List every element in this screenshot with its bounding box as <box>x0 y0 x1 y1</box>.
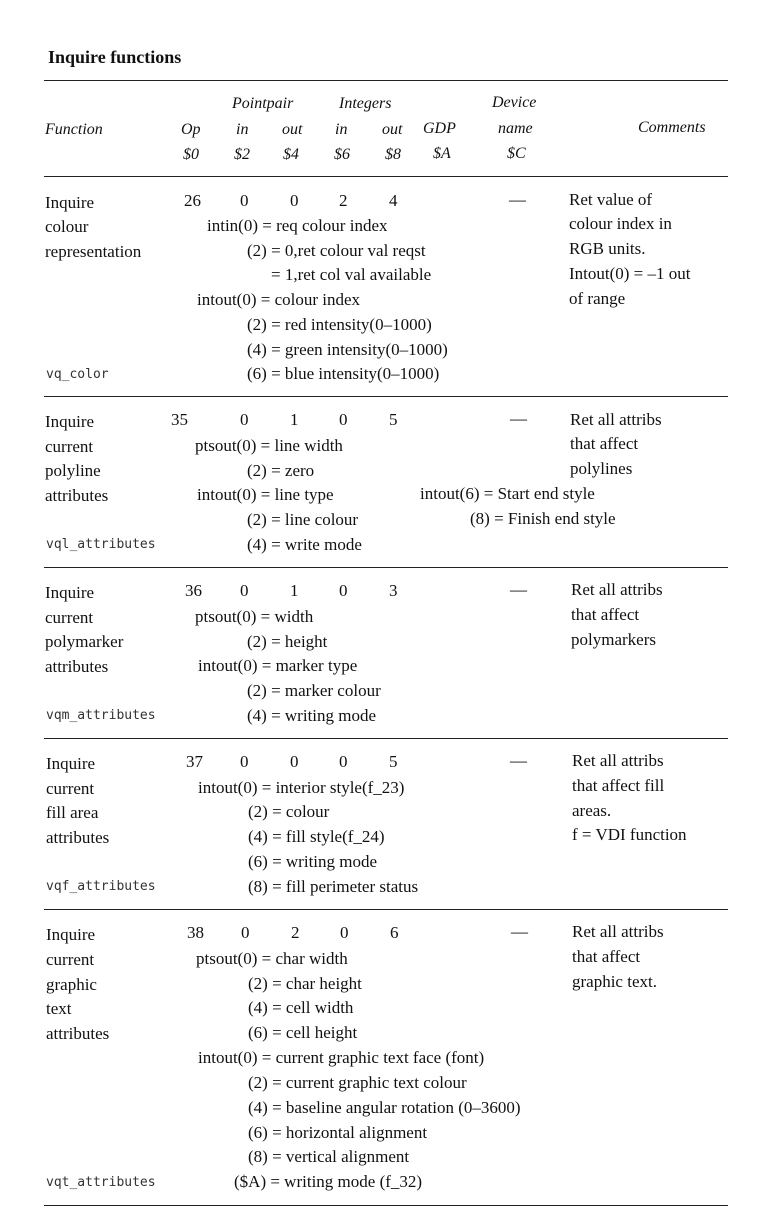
row-0-name-line-0: Inquire <box>45 193 95 212</box>
row-3-int-out: 5 <box>389 752 398 771</box>
row-1-op: 35 <box>171 410 188 429</box>
row-0-comment-line-0: Ret value of <box>569 190 653 209</box>
row-1-rule <box>44 567 728 568</box>
row-1-int-out: 5 <box>389 410 398 429</box>
row-2-name-line-3: attributes <box>45 657 109 676</box>
row-3-detail-1: (2) = colour <box>248 802 330 821</box>
row-0-comment-line-2: RGB units. <box>569 239 646 258</box>
row-1-name-line-1: current <box>45 437 94 456</box>
row-4-comment-line-2: graphic text. <box>572 972 657 991</box>
row-3-int-in: 0 <box>339 752 348 771</box>
row-2-name-line-1: current <box>45 608 94 627</box>
row-3-rule <box>44 909 728 910</box>
row-2-pp-in: 0 <box>240 581 249 600</box>
row-0-detail-2: = 1,ret col val available <box>271 265 432 284</box>
row-0-comment-line-4: of range <box>569 289 626 308</box>
row-3-comment-line-0: Ret all attribs <box>572 751 664 770</box>
row-1-detail-4: (4) = write mode <box>247 535 362 554</box>
row-0-detail-6: (6) = blue intensity(0–1000) <box>247 364 440 383</box>
row-1-detail-1: (2) = zero <box>247 461 315 480</box>
row-0-detail-0: intin(0) = req colour index <box>207 216 388 235</box>
row-1-extra-1: (8) = Finish end style <box>470 509 616 528</box>
row-4-detail-3: (6) = cell height <box>248 1023 358 1042</box>
row-3-pp-out: 0 <box>290 752 299 771</box>
table-bottom-rule <box>44 1205 728 1206</box>
row-3-name-line-2: fill area <box>46 803 99 822</box>
row-2-op: 36 <box>185 581 202 600</box>
row-1-name-line-2: polyline <box>45 461 101 480</box>
header-name: name <box>498 120 533 137</box>
row-4-detail-9: ($A) = writing mode (f_32) <box>234 1172 423 1191</box>
row-4-int-out: 6 <box>390 923 399 942</box>
row-2-int-in: 0 <box>339 581 348 600</box>
row-0-int-out: 4 <box>389 191 398 210</box>
header-group-pointpair: Pointpair <box>232 95 294 112</box>
row-2-detail-1: (2) = height <box>247 632 328 651</box>
row-1-comment-line-0: Ret all attribs <box>570 410 662 429</box>
row-4-detail-8: (8) = vertical alignment <box>248 1147 410 1166</box>
row-4-detail-4: intout(0) = current graphic text face (font) <box>198 1048 485 1067</box>
row-4-detail-7: (6) = horizontal alignment <box>248 1123 428 1142</box>
row-4-name-line-2: graphic <box>46 975 97 994</box>
row-3-detail-4: (8) = fill perimeter status <box>248 877 419 896</box>
row-1-int-in: 0 <box>339 410 348 429</box>
header-register-gdp: $A <box>433 145 451 162</box>
row-4-detail-1: (2) = char height <box>248 974 362 993</box>
row-4-int-in: 0 <box>340 923 349 942</box>
row-1-detail-3: (2) = line colour <box>247 510 359 529</box>
row-4-name-line-1: current <box>46 950 95 969</box>
row-3-comment-line-3: f = VDI function <box>572 825 687 844</box>
row-3-pp-in: 0 <box>240 752 249 771</box>
header-register-int-out: $8 <box>385 146 401 163</box>
row-3-detail-0: intout(0) = interior style(f_23) <box>198 778 405 797</box>
row-0-comment-line-1: colour index in <box>569 214 672 233</box>
header-register-op: $0 <box>183 146 199 163</box>
row-0-pp-in: 0 <box>240 191 249 210</box>
row-4-op: 38 <box>187 923 204 942</box>
row-1-comment-line-1: that affect <box>570 434 639 453</box>
row-3-comment-line-2: areas. <box>572 801 612 820</box>
row-1-pp-out: 1 <box>290 410 299 429</box>
row-0-detail-5: (4) = green intensity(0–1000) <box>247 340 448 359</box>
header-register-int-in: $6 <box>334 146 350 163</box>
row-3-name-line-3: attributes <box>46 828 110 847</box>
row-2-name-line-2: polymarker <box>45 632 124 651</box>
row-1-pp-in: 0 <box>240 410 249 429</box>
row-4-device: — <box>511 922 528 941</box>
row-0-detail-1: (2) = 0,ret colour val reqst <box>247 241 426 260</box>
row-4-pp-in: 0 <box>241 923 250 942</box>
header-group-device: Device <box>492 94 537 111</box>
row-3-op: 37 <box>186 752 203 771</box>
row-1-device: — <box>510 409 527 428</box>
header-gdp: GDP <box>423 120 456 137</box>
header-pointpair-in: in <box>236 121 249 138</box>
header-comments: Comments <box>638 119 706 136</box>
header-register-name: $C <box>507 145 526 162</box>
row-4-detail-2: (4) = cell width <box>248 998 354 1017</box>
header-top-rule <box>44 80 728 81</box>
header-bottom-rule <box>44 176 728 177</box>
header-register-pp-in: $2 <box>234 146 250 163</box>
row-4-name-line-4: attributes <box>46 1024 110 1043</box>
row-2-detail-0: ptsout(0) = width <box>195 607 314 626</box>
row-0-name-line-2: representation <box>45 242 142 261</box>
row-2-detail-4: (4) = writing mode <box>247 706 377 725</box>
row-2-binding: vqm_attributes <box>46 708 156 723</box>
page-title: Inquire functions <box>48 47 182 67</box>
row-2-int-out: 3 <box>389 581 398 600</box>
row-3-device: — <box>510 751 527 770</box>
row-1-name-line-3: attributes <box>45 486 109 505</box>
row-4-detail-0: ptsout(0) = char width <box>196 949 348 968</box>
row-4-pp-out: 2 <box>291 923 300 942</box>
row-3-name-line-1: current <box>46 779 95 798</box>
row-0-op: 26 <box>184 191 201 210</box>
row-1-binding: vql_attributes <box>46 537 156 552</box>
row-3-detail-3: (6) = writing mode <box>248 852 378 871</box>
row-1-detail-0: ptsout(0) = line width <box>195 436 343 455</box>
row-1-comment-line-2: polylines <box>570 459 633 478</box>
row-4-name-line-3: text <box>46 999 72 1018</box>
header-group-integers: Integers <box>339 95 392 112</box>
header-op: Op <box>181 121 201 138</box>
header-integers-in: in <box>335 121 348 138</box>
row-2-name-line-0: Inquire <box>45 583 95 602</box>
row-4-detail-5: (2) = current graphic text colour <box>248 1073 467 1092</box>
row-0-name-line-1: colour <box>45 217 89 236</box>
row-2-comment-line-2: polymarkers <box>571 630 656 649</box>
row-0-detail-4: (2) = red intensity(0–1000) <box>247 315 432 334</box>
row-2-device: — <box>510 580 527 599</box>
row-0-comment-line-3: Intout(0) = –1 out <box>569 264 691 283</box>
row-2-pp-out: 1 <box>290 581 299 600</box>
row-0-binding: vq_color <box>46 367 109 382</box>
row-3-name-line-0: Inquire <box>46 754 96 773</box>
row-4-comment-line-0: Ret all attribs <box>572 922 664 941</box>
header-pointpair-out: out <box>282 121 303 138</box>
row-3-comment-line-1: that affect fill <box>572 776 665 795</box>
row-2-rule <box>44 738 728 739</box>
row-0-detail-3: intout(0) = colour index <box>197 290 361 309</box>
header-register-pp-out: $4 <box>283 146 299 163</box>
row-3-detail-2: (4) = fill style(f_24) <box>248 827 385 846</box>
row-4-binding: vqt_attributes <box>46 1175 156 1190</box>
row-0-rule <box>44 396 728 397</box>
row-2-comment-line-1: that affect <box>571 605 640 624</box>
row-0-pp-out: 0 <box>290 191 299 210</box>
row-2-detail-2: intout(0) = marker type <box>198 656 358 675</box>
row-0-int-in: 2 <box>339 191 348 210</box>
header-function: Function <box>45 121 103 138</box>
row-4-name-line-0: Inquire <box>46 925 96 944</box>
row-3-binding: vqf_attributes <box>46 879 156 894</box>
header-integers-out: out <box>382 121 403 138</box>
row-1-name-line-0: Inquire <box>45 412 95 431</box>
row-1-extra-0: intout(6) = Start end style <box>420 484 595 503</box>
row-0-device: — <box>509 190 526 209</box>
row-4-comment-line-1: that affect <box>572 947 641 966</box>
row-1-detail-2: intout(0) = line type <box>197 485 334 504</box>
row-2-comment-line-0: Ret all attribs <box>571 580 663 599</box>
row-2-detail-3: (2) = marker colour <box>247 681 381 700</box>
row-4-detail-6: (4) = baseline angular rotation (0–3600) <box>248 1098 521 1117</box>
